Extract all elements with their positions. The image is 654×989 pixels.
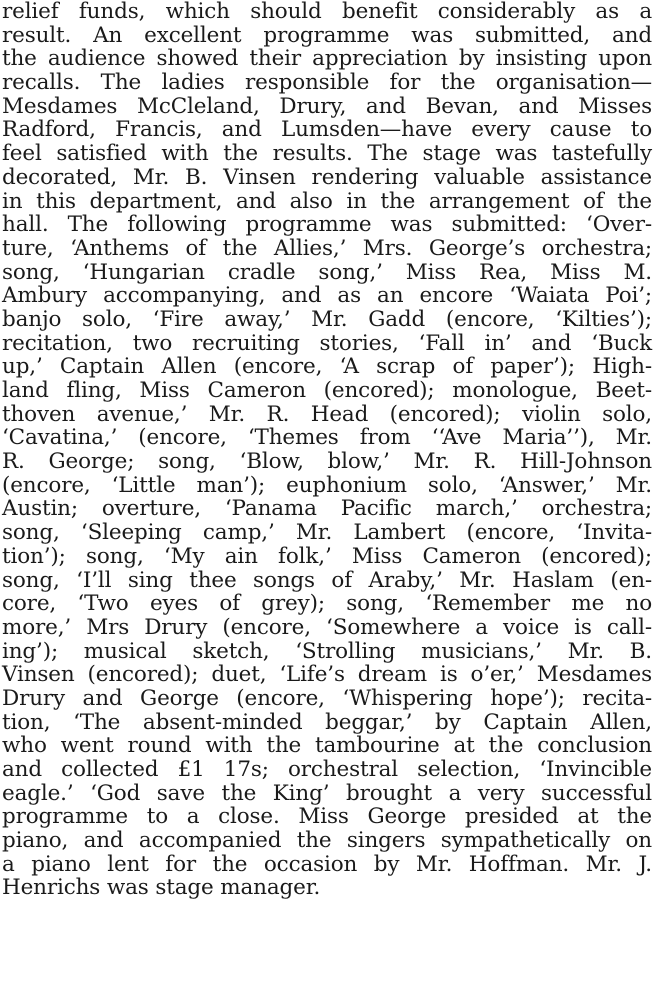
article-text-column <box>2 0 652 900</box>
text-line: a piano lent for the occasion by Mr. Hoffman. Mr. J. <box>2 851 652 877</box>
text-line: Vinsen (encored); duet, ‘Life’s dream is o’er,’ Mesdames <box>2 662 652 688</box>
text-line: who went round with the tambourine at the conclusion <box>2 733 652 759</box>
text-line: tion’); song, ‘My ain folk,’ Miss Cameron (encored); <box>2 543 652 569</box>
text-line: ‘Cavatina,’ (encore, ‘Themes from ‘‘Ave Maria’’), Mr. <box>2 425 652 451</box>
text-line: in this department, and also in the arrangement of the <box>2 188 652 214</box>
text-line: piano, and accompanied the singers sympathetically on <box>2 828 652 854</box>
text-line: Radford, Francis, and Lumsden—have every cause to <box>2 117 652 143</box>
text-line: (encore, ‘Little man’); euphonium solo, ‘Answer,’ Mr. <box>2 472 652 498</box>
text-line: core, ‘Two eyes of grey); song, ‘Remember me no <box>2 591 652 617</box>
text-line: ture, ‘Anthems of the Allies,’ Mrs. George’s orchestra; <box>2 235 652 261</box>
text-line: up,’ Captain Allen (encore, ‘A scrap of paper’); High- <box>2 354 652 380</box>
text-line-final: Henrichs was stage manager. <box>2 875 321 901</box>
text-line: relief funds, which should benefit considerably as a <box>2 0 652 24</box>
text-line: Mesdames McCleland, Drury, and Bevan, and Misses <box>2 93 652 119</box>
text-line: banjo solo, ‘Fire away,’ Mr. Gadd (encore, ‘Kilties’); <box>2 306 652 332</box>
text-line: the audience showed their appreciation by insisting upon <box>2 46 652 72</box>
text-line: Austin; overture, ‘Panama Pacific march,’ orchestra; <box>2 496 652 522</box>
text-line: hall. The following programme was submitted: ‘Over- <box>2 212 652 238</box>
text-line: recitation, two recruiting stories, ‘Fall in’ and ‘Buck <box>2 330 652 356</box>
text-line: tion, ‘The absent-minded beggar,’ by Captain Allen, <box>2 709 652 735</box>
text-line: Ambury accompanying, and as an encore ‘Waiata Poi’; <box>2 283 652 309</box>
text-line: more,’ Mrs Drury (encore, ‘Somewhere a voice is call- <box>2 614 652 640</box>
text-line: and collected £1 17s; orchestral selection, ‘Invincible <box>2 757 652 782</box>
text-line: eagle.’ ‘God save the King’ brought a very successful <box>2 780 652 806</box>
text-line: song, ‘I’ll sing thee songs of Araby,’ Mr. Haslam (en- <box>2 567 652 593</box>
text-line: Drury and George (encore, ‘Whispering hope’); recita- <box>2 685 652 711</box>
text-line: song, ‘Sleeping camp,’ Mr. Lambert (encore, ‘Invita- <box>2 520 652 546</box>
text-line: song, ‘Hungarian cradle song,’ Miss Rea, Miss M. <box>2 259 652 285</box>
text-line: thoven avenue,’ Mr. R. Head (encored); violin solo, <box>2 401 652 427</box>
text-line: R. George; song, ‘Blow, blow,’ Mr. R. Hill-Johnson <box>2 449 652 475</box>
text-line: ing’); musical sketch, ‘Strolling musicians,’ Mr. B. <box>2 638 652 664</box>
text-line: result. An excellent programme was submitted, and <box>2 22 652 48</box>
text-line: recalls. The ladies responsible for the organisation— <box>2 70 652 96</box>
text-line: programme to a close. Miss George presided at the <box>2 804 652 830</box>
text-line: feel satisfied with the results. The stage was tastefully <box>2 141 652 167</box>
text-line: decorated, Mr. B. Vinsen rendering valuable assistance <box>2 164 652 190</box>
text-line: land fling, Miss Cameron (encored); monologue, Beet- <box>2 378 652 403</box>
